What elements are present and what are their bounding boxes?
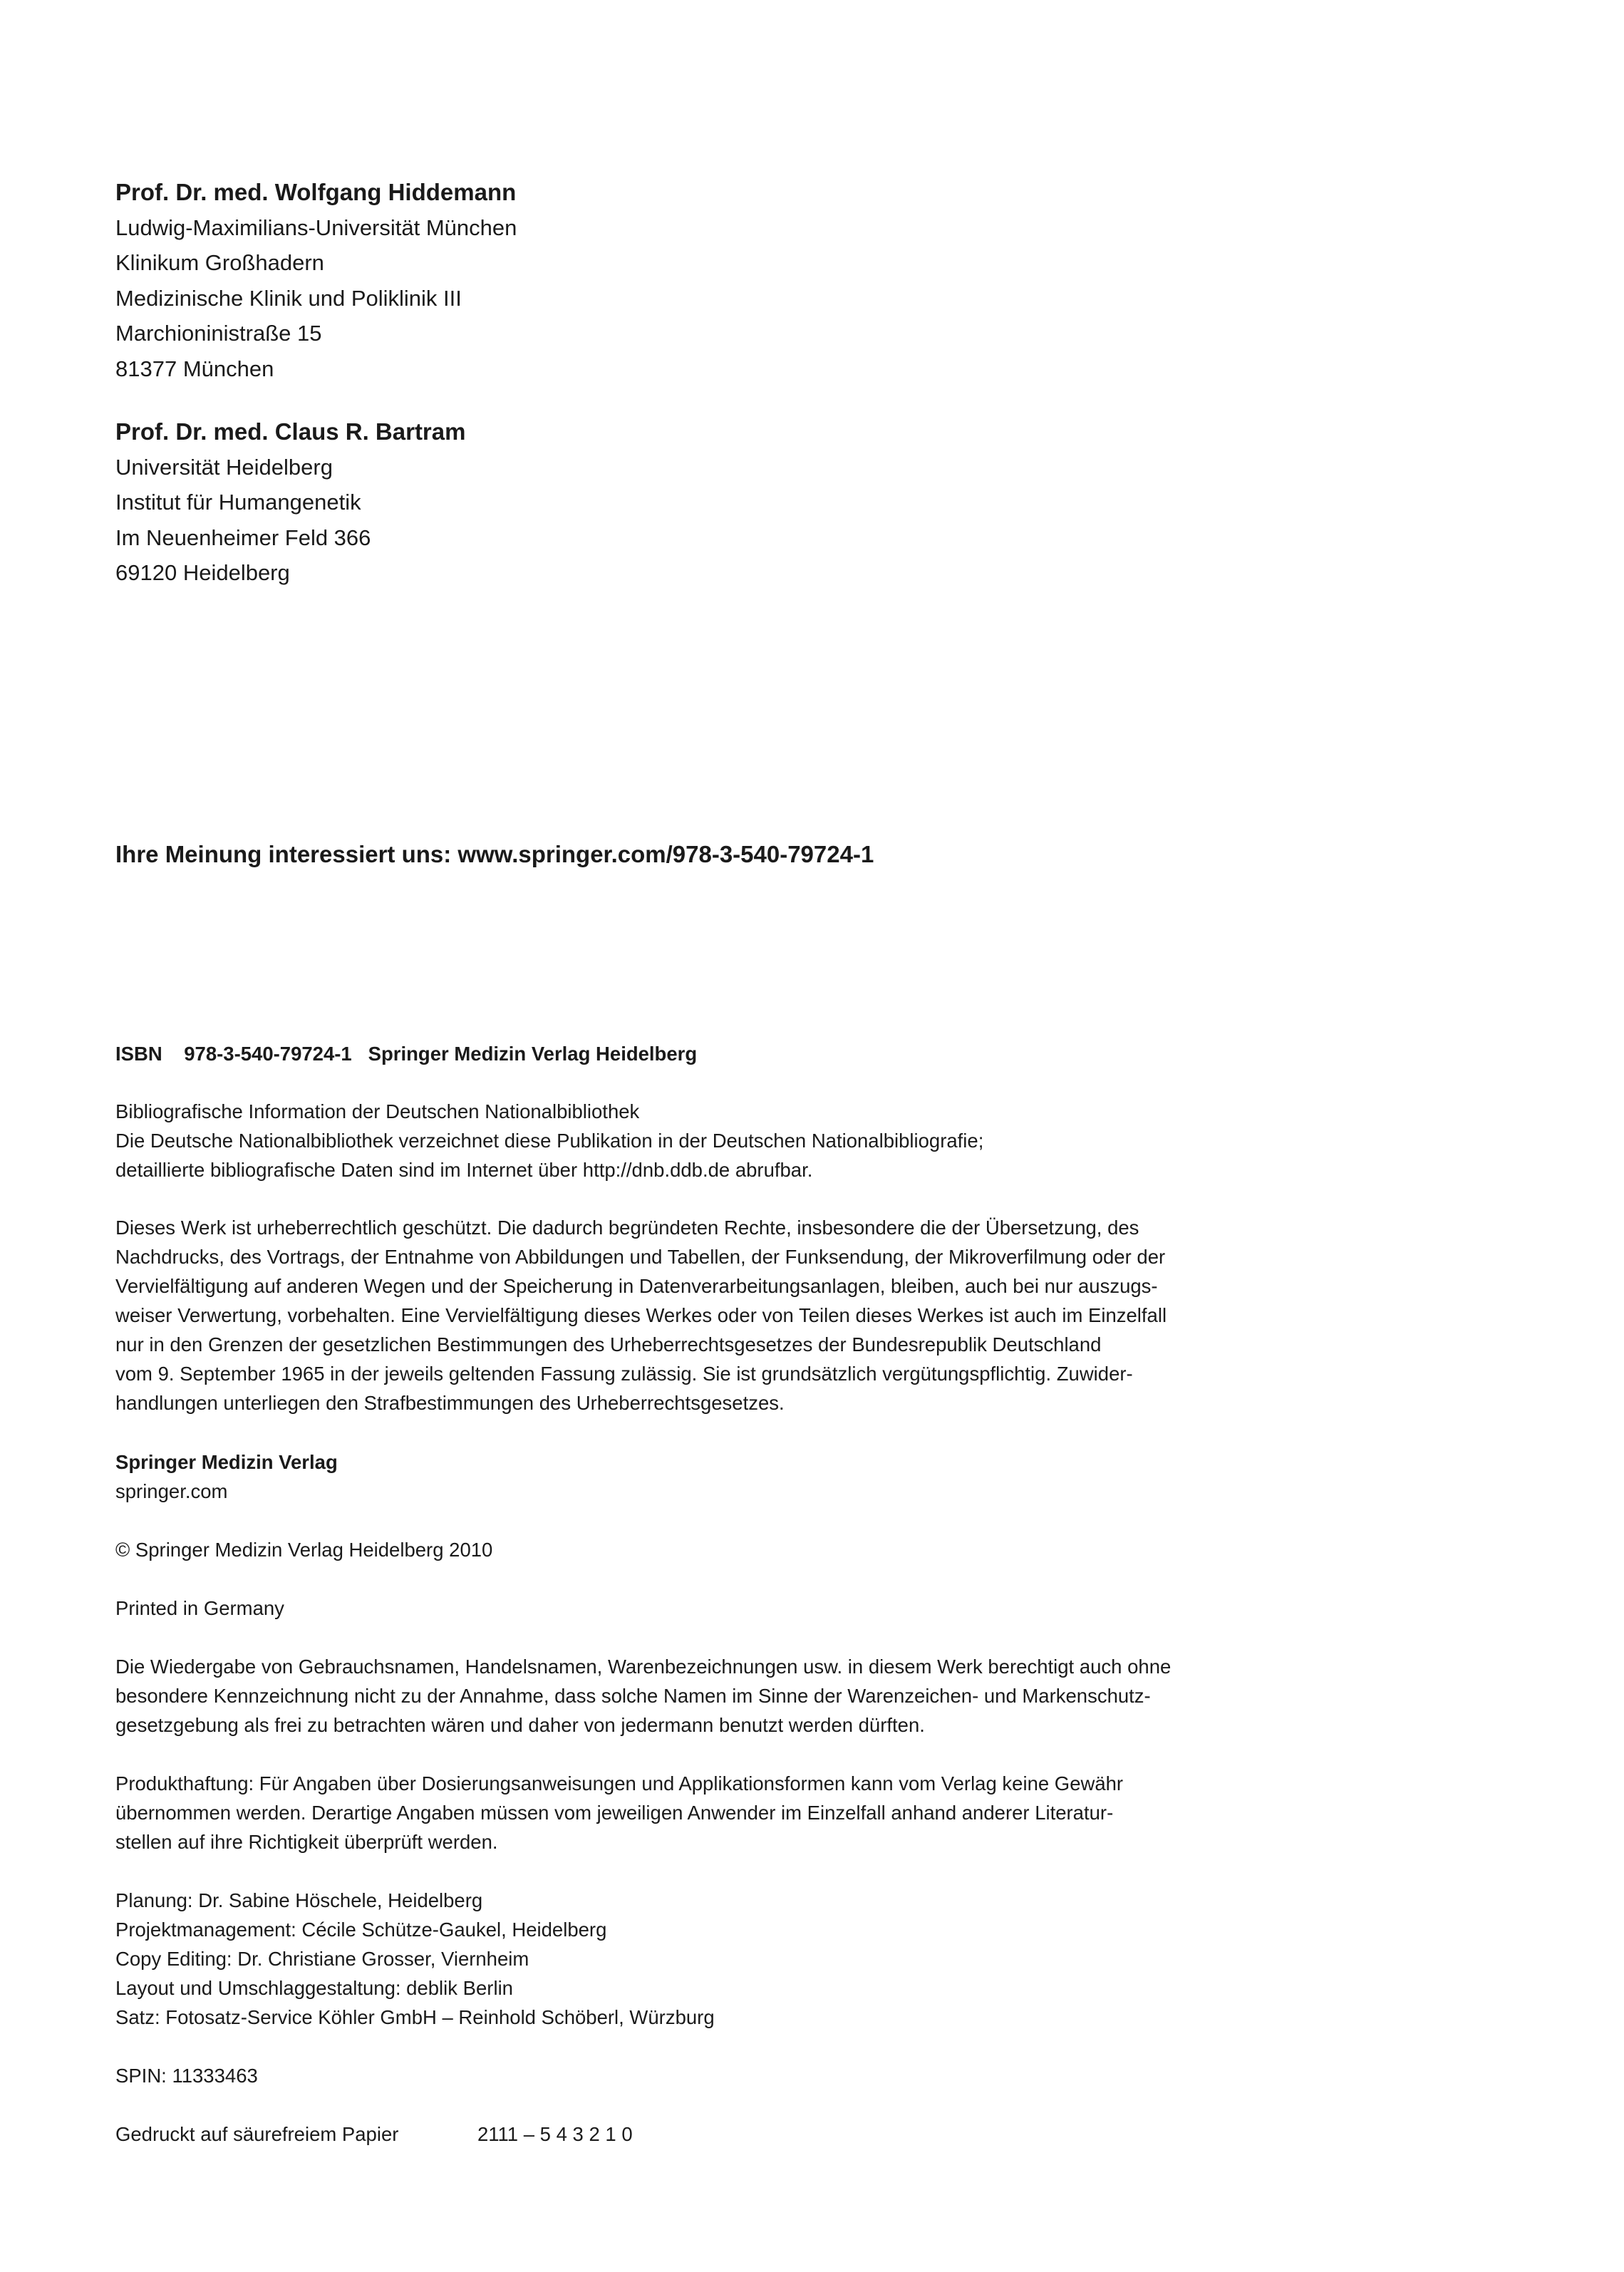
- publisher-name: Springer Medizin Verlag: [115, 1451, 338, 1473]
- publisher-web: springer.com: [115, 1480, 228, 1502]
- text-line: Bibliografische Information der Deutschen Nationalbibliothek: [115, 1100, 640, 1122]
- text-line: handlungen unterliegen den Strafbestimmungen des Urheberrechtsgesetzes.: [115, 1392, 785, 1414]
- address-line: Im Neuenheimer Feld 366: [115, 525, 371, 550]
- isbn-number: 978-3-540-79724-1: [184, 1043, 352, 1065]
- isbn-publisher: Springer Medizin Verlag Heidelberg: [368, 1043, 698, 1065]
- copyright-line: [115, 1535, 492, 1564]
- address-line: Universität Heidelberg: [115, 454, 333, 480]
- print-code: 2111 – 5 4 3 2 1 0: [477, 2123, 633, 2145]
- credit-line: Copy Editing: Dr. Christiane Grosser, Viernheim: [115, 1948, 529, 1970]
- address-line: Medizinische Klinik und Poliklinik III: [115, 285, 462, 311]
- credit-line: Layout und Umschlaggestaltung: deblik Berlin: [115, 1977, 513, 1999]
- text-line: detaillierte bibliografische Daten sind im Internet über http://dnb.ddb.de abrufbar.: [115, 1159, 813, 1181]
- text-line: besondere Kennzeichnung nicht zu der Annahme, dass solche Namen im Sinne der Warenzeichen- und Markenschutz-: [115, 1685, 1151, 1707]
- paper-line: [115, 2119, 633, 2149]
- printed-line: [115, 1594, 284, 1623]
- credits: [115, 1886, 715, 2032]
- author-name: Prof. Dr. med. Wolfgang Hiddemann: [115, 179, 517, 205]
- author-block-bartram: [115, 414, 465, 591]
- spin-text: SPIN: 11333463: [115, 2065, 258, 2087]
- isbn-label: ISBN: [115, 1043, 162, 1065]
- trademark-notice: [115, 1652, 1171, 1740]
- spin-line: [115, 2061, 258, 2090]
- address-line: 81377 München: [115, 356, 274, 381]
- text-line: stellen auf ihre Richtigkeit überprüft werden.: [115, 1831, 498, 1853]
- text-line: weiser Verwertung, vorbehalten. Eine Vervielfältigung dieses Werkes oder von Teilen dieses Werkes ist auch im Einzelfall: [115, 1304, 1167, 1326]
- address-line: Klinikum Großhadern: [115, 250, 324, 275]
- text-line: Nachdrucks, des Vortrags, der Entnahme von Abbildungen und Tabellen, der Funksendung, der Mikroverfilmung oder der: [115, 1246, 1166, 1268]
- text-line: gesetzgebung als frei zu betrachten wären und daher von jedermann benutzt werden dürften.: [115, 1714, 925, 1736]
- text-line: Die Deutsche Nationalbibliothek verzeichnet diese Publikation in der Deutschen Nationalbibliografie;: [115, 1130, 984, 1152]
- text-line: vom 9. September 1965 in der jeweils geltenden Fassung zulässig. Sie ist grundsätzlich vergütungspflichtig. Zuwider-: [115, 1363, 1133, 1385]
- text-line: übernommen werden. Derartige Angaben müssen vom jeweiligen Anwender im Einzelfall anhand anderer Literatur-: [115, 1802, 1114, 1824]
- copyright-notice: [115, 1213, 1167, 1418]
- author-name: Prof. Dr. med. Claus R. Bartram: [115, 418, 466, 445]
- address-line: Ludwig-Maximilians-Universität München: [115, 215, 517, 240]
- printed-text: Printed in Germany: [115, 1597, 284, 1619]
- text-line: Die Wiedergabe von Gebrauchsnamen, Handelsnamen, Warenbezeichnungen usw. in diesem Werk berechtigt auch ohne: [115, 1656, 1172, 1678]
- address-line: Institut für Humangenetik: [115, 490, 361, 515]
- bibliographic-info: [115, 1097, 983, 1184]
- address-line: 69120 Heidelberg: [115, 560, 290, 585]
- publisher-block: [115, 1447, 338, 1506]
- liability-notice: [115, 1769, 1123, 1857]
- text-line: Produkthaftung: Für Angaben über Dosierungsanweisungen und Applikationsformen kann vom Verlag keine Gewähr: [115, 1772, 1124, 1795]
- feedback-url-line: Ihre Meinung interessiert uns: www.springer.com/978-3-540-79724-1: [115, 841, 874, 867]
- paper-text: Gedruckt auf säurefreiem Papier: [115, 2123, 399, 2145]
- text-line: Vervielfältigung auf anderen Wegen und der Speicherung in Datenverarbeitungsanlagen, bleiben, auch bei nur auszugs-: [115, 1275, 1158, 1297]
- text-line: nur in den Grenzen der gesetzlichen Bestimmungen des Urheberrechtsgesetzes der Bundesrepublik Deutschland: [115, 1333, 1102, 1356]
- copyright-text: © Springer Medizin Verlag Heidelberg 2010: [115, 1539, 493, 1561]
- credit-line: Projektmanagement: Cécile Schütze-Gaukel, Heidelberg: [115, 1919, 607, 1941]
- author-block-hiddemann: [115, 175, 517, 386]
- credit-line: Planung: Dr. Sabine Höschele, Heidelberg: [115, 1889, 483, 1911]
- address-line: Marchioninistraße 15: [115, 321, 322, 346]
- text-line: Dieses Werk ist urheberrechtlich geschützt. Die dadurch begründeten Rechte, insbesondere die der Übersetzung, des: [115, 1217, 1139, 1239]
- credit-line: Satz: Fotosatz-Service Köhler GmbH – Reinhold Schöberl, Würzburg: [115, 2006, 715, 2028]
- isbn-line: [115, 1039, 697, 1068]
